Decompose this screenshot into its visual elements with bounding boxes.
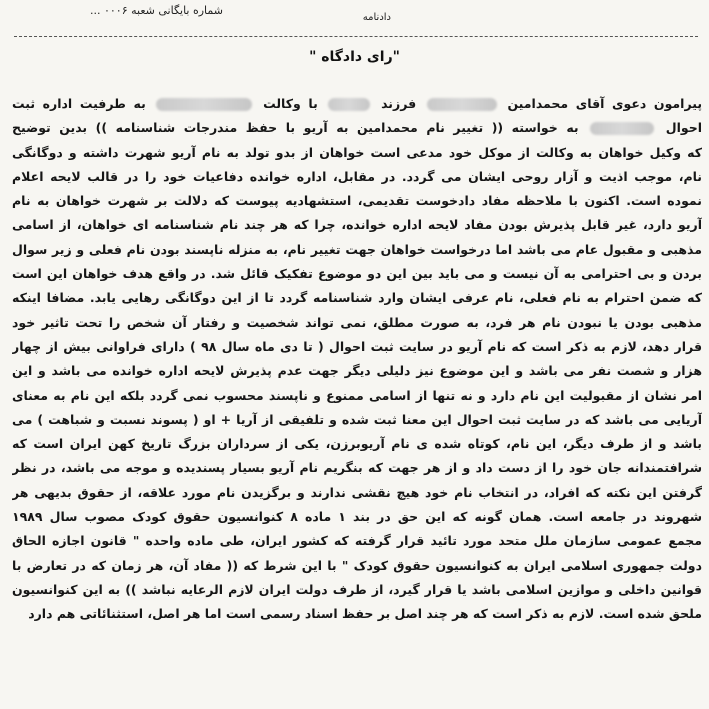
redacted-office [590, 122, 654, 135]
text-line: مذهبی بودن یا نبودن نام هر فرد، به صورت مطلق، نمی تواند شخصیت و رفتار آن شخص را تحت تاثیر خود [12, 314, 702, 330]
text-line: امر نشان از مقبولیت این نام دارد و نه تنها از اسامی ممنوع و ناپسند محسوب نمی گردد بلکه این نام به معنای [12, 387, 702, 403]
text-line: بردن و بی احترامی به آن نیست و می باید بین این دو موضوع تفکیک قائل شد. در واقع هدف خواهان این است [12, 266, 702, 282]
redacted-name [427, 98, 497, 111]
text-line: آریایی می باشد که در سایت ثبت احوال این معنا ثبت شده و تلفیقی از آریا + او ( پسوند نسبت و شباهت ) می [12, 411, 702, 427]
text-line: مذهبی و مقبول عام می باشد اما درخواست خواهان جهت تغییر نام، به منزله ناپسند بودن نام فعلی و زیر سوال [12, 241, 702, 257]
text-line: گرفتن این نکته که افراد، در انتخاب نام خود هیچ نقشی ندارند و برگزیدن نام مورد علاقه، از حقوق بدیهی هر [12, 484, 702, 500]
text-line: هزار و شصت نفر می باشد و این موضوع نیز دلیلی دیگر جهت عدم پذیرش لایحه اداره خوانده می باشد و این [12, 363, 702, 379]
text-line [12, 92, 702, 116]
text-line: ملحق شده است. لازم به ذکر است که هر چند اصل بر حفظ اسناد رسمی است اما هر اصل، استثنائاتی هم دارد [28, 606, 702, 622]
text-line: دولت جمهوری اسلامی ایران به کنوانسیون حقوق کودک " با این شرط که (( مفاد آن، هر زمان که در تعارض با [12, 557, 702, 573]
court-label: دادنامه [362, 12, 391, 23]
text-segment: با وکالت [263, 96, 318, 111]
text-line: باشد و از طرف دیگر، این نام، کوتاه شده ی نام آریوبرزن، یکی از سرداران بزرگ تاریخ کهن ایران است که [12, 436, 702, 452]
text-line: که ضمن احترام به نام فعلی، نام عرفی ایشان وارد شناسنامه گردد تا از این دوگانگی رهایی یابد. مضافا اینکه [12, 290, 702, 306]
text-segment: به خواسته (( تغییر نام محمدامین به آریو با حفظ مندرجات شناسنامه )) بدین توضیح [12, 120, 579, 136]
text-segment: فرزند [381, 96, 417, 111]
text-line [12, 116, 702, 140]
text-line: که وکیل خواهان به وکالت از موکل خود مدعی است خواهان از بدو تولد به نام آریو شهرت داشته و دوگانگی [12, 144, 702, 160]
redacted-father-name [328, 98, 370, 111]
redacted-attorney-name [156, 98, 252, 111]
text-segment: احوال [665, 120, 702, 136]
text-line: آریو دارد، غیر قابل پذیرش بودن مفاد لایحه اداره خوانده، چرا که هر چند نام شناسنامه ای خواهان، از اسامی [12, 217, 702, 233]
text-line: مجمع عمومی سازمان ملل متحد مورد تائید قرار گرفته که کشور ایران، طی ماده واحده " قانون اجازه الحاق [12, 533, 702, 549]
text-line: شهروند در جامعه است. همان گونه که این حق در بند ۱ ماده ۸ کنوانسیون حقوق کودک مصوب سال ۱۹۸۹ [12, 509, 702, 525]
text-segment: به طرفیت اداره ثبت [12, 96, 146, 111]
text-line: قرار دهد، لازم به ذکر است که نام آریو در سایت ثبت احوال ( تا دی ماه سال ۹۸ ) دارای فراوانی بیش از چهار [12, 338, 702, 354]
document-header [0, 0, 709, 34]
header-divider [14, 36, 698, 37]
text-line: نام، موجب اذیت و آزار روحی ایشان می گردد. در مقابل، اداره خوانده دفاعیات خود را در قالب لایحه اعلام [12, 168, 702, 184]
text-segment: پیرامون دعوی آقای محمدامین [507, 96, 702, 111]
text-line: شرافتمندانه جان خود را از دست داد و از هر جهت که بنگریم نام آریو بسیار پسندیده و موجه می باشد، در نظر [12, 460, 702, 476]
text-line: قوانین داخلی و موازین اسلامی باشد یا قرار گیرد، از طرف دولت ایران لازم الرعایه نباشد )) به این کنوانسیون [12, 581, 702, 597]
verdict-body [12, 92, 702, 627]
branch-archive-number: شماره بایگانی شعبه ۰۰۰۶ ... [89, 4, 223, 17]
text-line: نموده است. اکنون با ملاحظه مفاد دادخوست تقدیمی، استشهادیه پیوست که دلالت بر شهرت خواهان به نام [12, 193, 702, 209]
verdict-title: "رای دادگاه " [309, 49, 400, 65]
